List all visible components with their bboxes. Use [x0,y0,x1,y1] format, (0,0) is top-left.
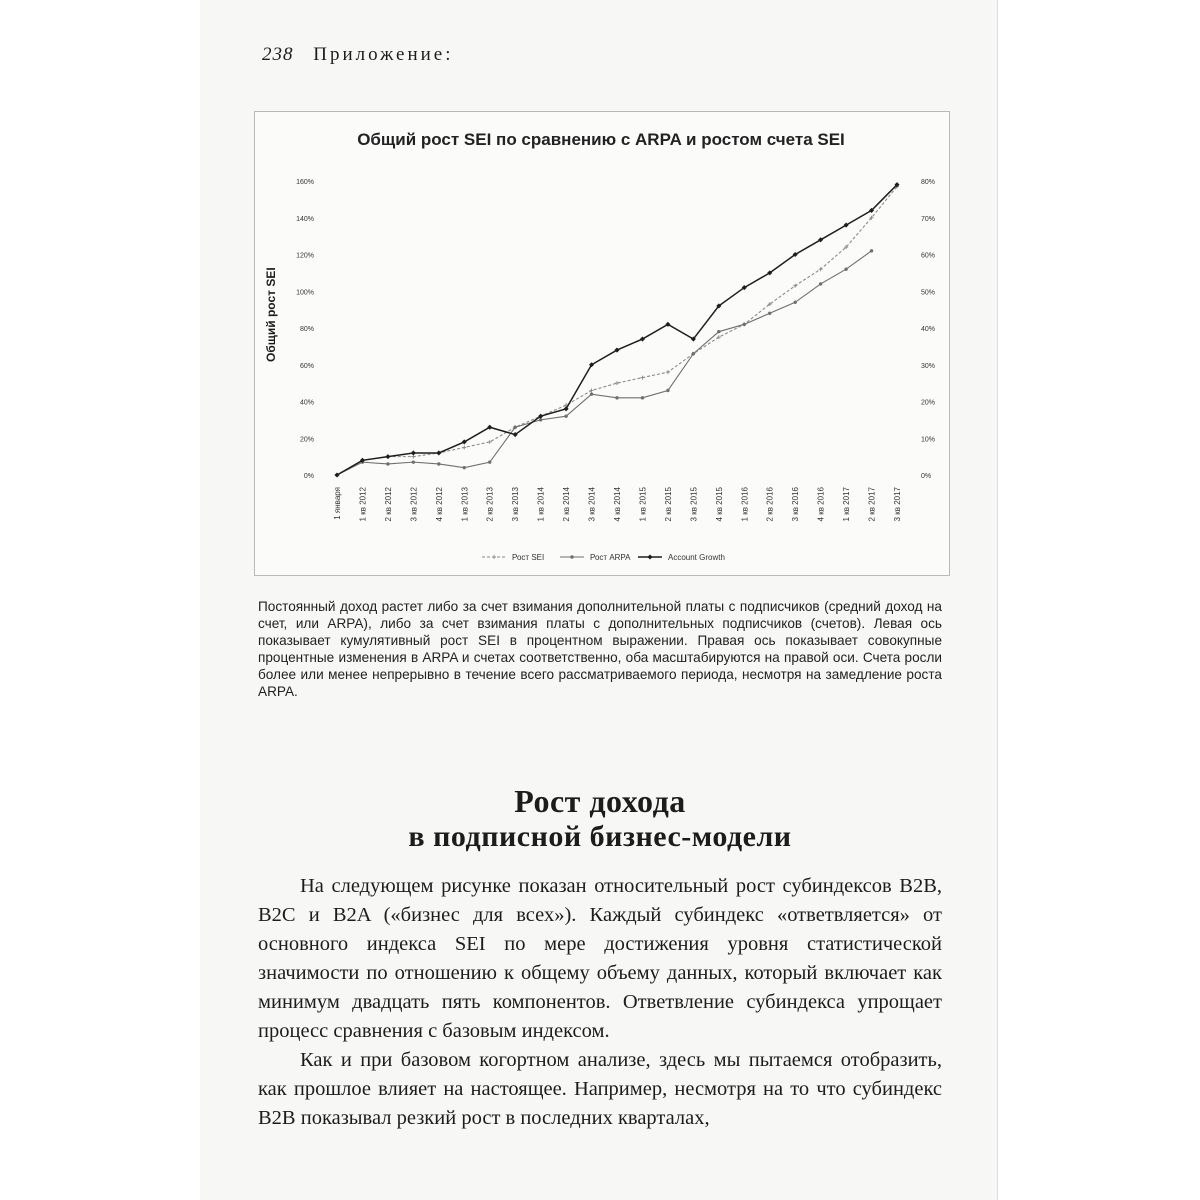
left-tick-label: 100% [296,289,314,297]
right-tick-label: 60% [921,252,936,260]
legend-label: Рост SEI [512,553,545,562]
x-tick-label: 1 кв 2015 [638,487,648,522]
running-head-section: Приложение: [313,44,454,65]
x-tick-label: 1 января [333,487,342,520]
data-point [743,323,746,326]
data-point [436,450,441,455]
left-tick-label: 140% [296,215,314,223]
right-tick-label: 80% [921,179,936,186]
chart-title: Общий рост SEI по сравнению с ARPA и ростом счета SEI [357,130,845,149]
data-point [692,352,695,355]
x-tick-label: 2 кв 2012 [383,487,393,522]
right-tick-label: 0% [921,473,932,480]
page-number: 238 [262,44,294,65]
x-tick-label: 2 кв 2014 [562,487,572,522]
left-tick-label: 80% [299,326,314,333]
data-point [717,330,720,333]
left-tick-label: 120% [296,252,314,260]
data-point [641,396,644,399]
left-tick-label: 60% [299,362,314,370]
series-line-2 [337,185,897,475]
x-tick-label: 4 кв 2012 [434,487,444,522]
section-heading-line-2: в подписной бизнес-модели [408,820,792,853]
legend-label: Рост ARPA [590,553,631,562]
x-tick-label: 1 кв 2017 [842,487,852,522]
paragraph-1: На следующем рисунке показан относительный рост субиндексов B2B, B2C и B2A («бизнес для всех»). Каждый субиндекс «ответвляется» от основного индекса SEI по мере достижения уровня статистической значимости по отношению к общему объему данных, который включает как минимум двадцать пять компонентов. Ответвление субиндекса упрощает процесс сравнения с базовым индексом. [258,875,942,1042]
data-point [666,389,669,392]
x-tick-label: 1 кв 2016 [740,486,750,522]
x-tick-label: 2 кв 2017 [867,487,877,522]
left-tick-label: 40% [299,399,314,407]
data-point [844,268,847,271]
data-point [870,249,873,252]
right-tick-label: 20% [921,399,936,407]
paragraph-2: Как и при базовом когортном анализе, здесь мы пытаемся отобразить, как прошлое влияет на настоящее. Например, несмотря на то что субиндекс B2B показывал резкий рост в последних кварталах, [258,1049,942,1129]
x-tick-label: 2 кв 2015 [663,487,673,522]
right-tick-label: 30% [921,362,936,370]
data-point [615,381,619,385]
right-tick-label: 70% [921,215,936,223]
data-point [437,462,440,465]
section-heading-line-1: Рост дохода [514,783,686,819]
legend-marker [570,555,573,558]
x-tick-label: 3 кв 2016 [791,487,801,522]
legend-marker [492,555,496,559]
section-heading [258,783,942,855]
data-point [793,301,796,304]
body-text [258,872,942,1133]
series-line-1 [337,251,872,475]
x-tick-label: 4 кв 2015 [714,487,724,522]
data-point [615,396,618,399]
chart-y-axis-label: Общий рост SEI [264,267,278,363]
x-tick-label: 3 кв 2017 [893,487,902,522]
figure-caption: Постоянный доход растет либо за счет взимания дополнительной платы с подписчиков (средний доход на счет, или ARPA), либо за счет взимания платы с дополнительных подписчиков (счетов). Левая ось показывает кумулятивный рост SEI в процентном выражении. Правая ось показывает совокупные процентные изменения в ARPA и счетах соответственно, оба масштабируются на правой оси. Счета росли более или менее непрерывно в течение всего рассматриваемого периода, несмотря на замедление роста ARPA. [258,599,942,699]
x-tick-label: 1 кв 2012 [358,487,368,522]
x-tick-label: 2 кв 2013 [485,487,495,522]
series-line-0 [337,187,897,475]
line-chart [254,111,948,574]
x-tick-label: 3 кв 2015 [689,487,699,522]
legend-label: Account Growth [668,553,725,562]
right-tick-label: 10% [921,436,936,444]
x-tick-label: 2 кв 2016 [765,487,775,522]
running-head [262,44,454,66]
right-tick-label: 40% [921,326,936,333]
data-point [488,460,491,463]
data-point [412,460,415,463]
data-point [463,466,466,469]
data-point [590,392,593,395]
x-tick-label: 1 кв 2013 [460,487,470,522]
data-point [513,426,516,429]
data-point [666,370,670,374]
data-point [768,312,771,315]
x-tick-label: 1 кв 2014 [536,487,546,522]
legend-marker [647,554,652,559]
x-tick-label: 3 кв 2012 [409,487,419,522]
right-tick-label: 50% [921,289,936,297]
data-point [385,454,390,459]
left-tick-label: 20% [299,436,314,444]
x-tick-label: 3 кв 2013 [511,487,521,522]
data-point [386,462,389,465]
data-point [462,445,466,449]
data-point [564,415,567,418]
data-point [640,376,644,380]
x-tick-label: 4 кв 2016 [816,487,826,522]
x-tick-label: 4 кв 2014 [613,487,622,522]
data-point [411,450,416,455]
left-tick-label: 0% [303,473,314,480]
x-tick-label: 3 кв 2014 [587,487,597,522]
data-point [819,282,822,285]
left-tick-label: 160% [296,179,314,186]
